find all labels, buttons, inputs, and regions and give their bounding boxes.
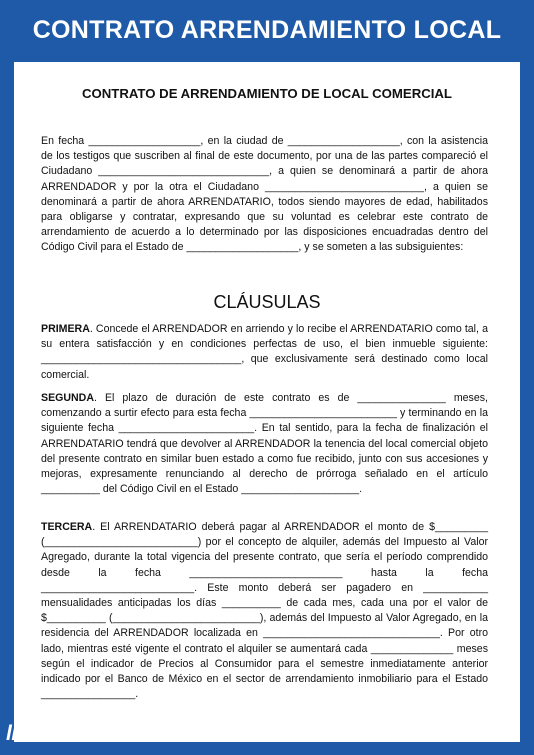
clause-segunda	[41, 391, 488, 497]
header-banner	[0, 0, 534, 60]
logo-text: lifeder	[6, 722, 66, 745]
banner-title: CONTRATO ARRENDAMIENTO LOCAL	[32, 15, 502, 44]
site-logo	[6, 716, 90, 746]
clause-text: . Concede el ARRENDADOR en arriendo y lo recibe el ARRENDATARIO como tal, a su entera satisfacción y en condiciones perfectas de uso, el bien inmueble siguiente: __________________________________, que exclusivamente será destinado como local comercial.	[41, 323, 488, 381]
clause-primera	[41, 322, 488, 383]
clause-text: . El plazo de duración de este contrato es de _______________ meses, comenzando a surtir efecto para esta fecha _________________________ y terminando en la siguiente fecha _______________________. En tal sentido, para la fecha de finalización el ARRENDATARIO tendrá que devolver al ARRENDADOR la tenencia del local comercial objeto del presente contrato en similar buen estado a como fue recibido, junto con sus accesiones y mejoras, expresamente renunciando al derecho de prórroga señalado en el artículo __________ del Código Civil en el Estado ____________________.	[41, 392, 488, 496]
clause-label: PRIMERA	[41, 323, 90, 335]
clause-text: . El ARRENDATARIO deberá pagar al ARRENDADOR el monto de $_________ (__________________________) por el concepto de alquiler, además del Impuesto al Valor Agregado, durante la total vigencia del presente contrato, que sería el período comprendido desde la fecha __________________________ hasta la fecha __________________________. Este monto deberá ser pagadero en ___________ mensualidades anticipadas los días __________ de cada mes, cada una por el valor de $__________ (_________________________), además del Impuesto al Valor Agregado, en la residencia del ARRENDADOR localizada en ______________________________. Por otro lado, mientras esté vigente el contrato el alquiler se aumentará cada ______________ meses según el indicador de Precios al Consumidor para el semestre inmediatamente anterior indicado por el Banco de México en el sector de arrendamiento inmobiliario para el Estado ________________.	[41, 521, 488, 701]
clause-label: SEGUNDA	[41, 392, 94, 404]
document-title: CONTRATO DE ARRENDAMIENTO DE LOCAL COMERCIAL	[82, 86, 452, 101]
intro-paragraph: En fecha ___________________, en la ciudad de ___________________, con la asistencia de los testigos que suscriben al final de este documento, por una de las partes compareció el Ciudadano _____________________________, a quien se denominará a partir de ahora ARRENDADOR y por la otra el Ciudadano ___________________________, a quien se denominará a partir de ahora ARRENDATARIO, todos siendo mayores de edad, habilitados para obligarse y contratar, expresando que su voluntad es celebrar este contrato de arrendamiento de acuerdo a lo determinado por las disposiciones encuadradas dentro del Código Civil para el Estado de ___________________, y se someten a las subsiguientes:	[41, 135, 488, 254]
document-page	[14, 62, 520, 742]
clause-label: TERCERA	[41, 521, 93, 533]
logo-suffix: .com	[66, 732, 90, 743]
clause-tercera	[41, 520, 488, 702]
clauses-heading: CLÁUSULAS	[213, 292, 321, 312]
